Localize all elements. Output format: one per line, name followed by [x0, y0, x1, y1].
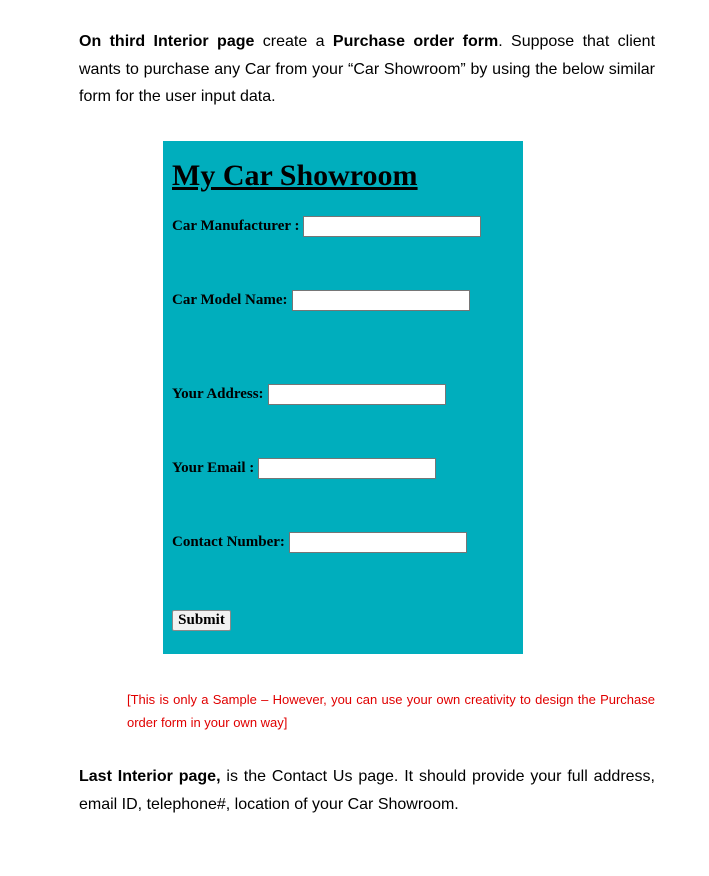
field-row-car-manufacturer [172, 216, 481, 237]
address-input[interactable] [268, 384, 446, 405]
field-label: Car Model Name: [172, 292, 288, 308]
field-label: Contact Number: [172, 534, 285, 550]
email-input[interactable] [258, 458, 436, 479]
text: create a [254, 33, 333, 50]
text: is the Contact Us page. It should provide your full address, email ID, telephone#, location of your Car Showroom. [79, 768, 655, 813]
sample-note: [This is only a Sample – However, you can use your own creativity to design the Purchase order form in your own way] [127, 692, 655, 730]
bold-text: Purchase order form [332, 33, 499, 50]
field-label: Your Address: [172, 386, 264, 402]
field-row-address [172, 384, 446, 405]
paragraph-contact-page [79, 763, 655, 818]
bold-text: On third Interior page [79, 33, 255, 50]
contact-number-input[interactable] [289, 532, 467, 553]
submit-button[interactable]: Submit [172, 610, 231, 631]
field-label: Your Email : [172, 460, 255, 476]
field-row-email [172, 458, 436, 479]
paragraph-purchase-order [79, 28, 655, 111]
text: . Suppose that client wants to purchase any Car from your “Car Showroom” by using the below similar form for the user input data. [79, 33, 656, 105]
form-title: My Car Showroom [172, 159, 418, 192]
car-manufacturer-input[interactable] [303, 216, 481, 237]
car-model-input[interactable] [292, 290, 470, 311]
field-row-car-model [172, 290, 470, 311]
bold-text: Last Interior page, [79, 768, 221, 785]
car-showroom-form [163, 141, 523, 654]
field-row-contact-number [172, 532, 467, 553]
field-label: Car Manufacturer : [172, 218, 300, 234]
